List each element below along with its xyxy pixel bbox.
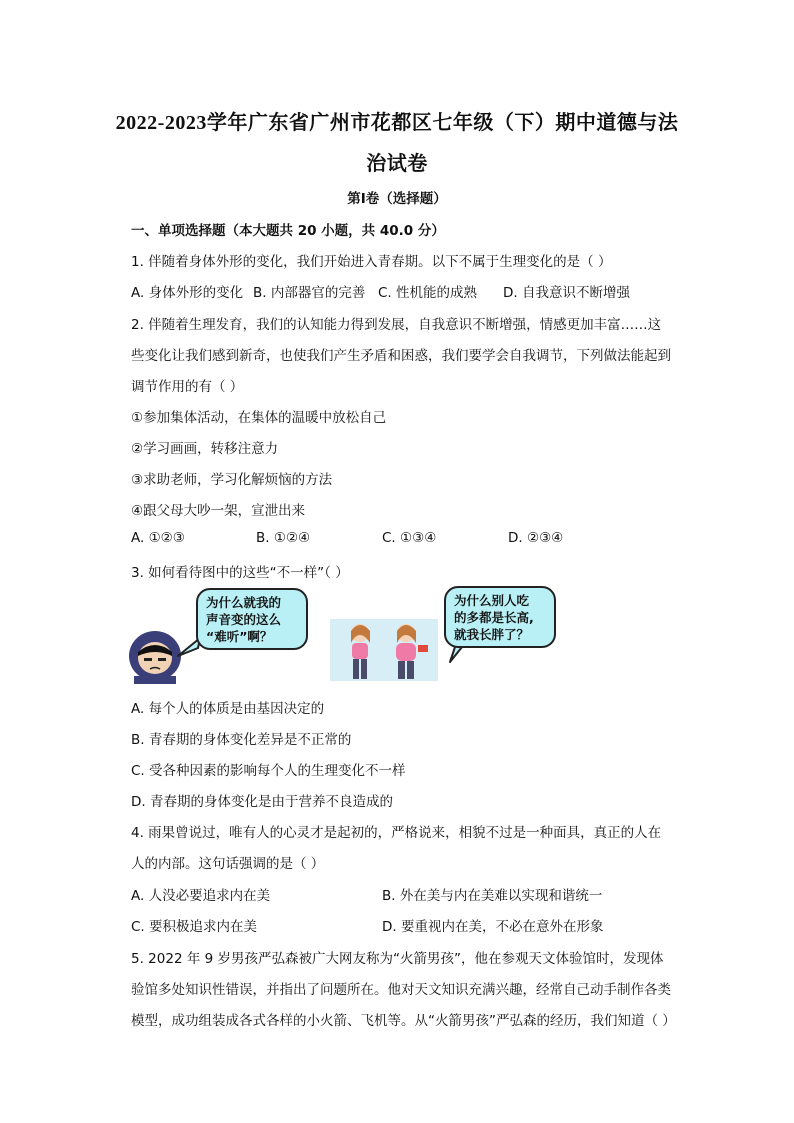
q4-option-d: D. 要重视内在美，不必在意外在形象	[382, 919, 604, 935]
q3-option-a: A. 每个人的体质是由基因决定的	[131, 701, 325, 717]
q2-item-1: ①参加集体活动，在集体的温暖中放松自己	[131, 410, 387, 426]
q2-option-a: A. ①②③	[131, 530, 185, 546]
q5-stem-line3: 模型，成功组装成各式各样的小火箭、飞机等。从“火箭男孩”严弘森的经历，我们知道（ ）	[131, 1013, 676, 1029]
q3-option-c: C. 受各种因素的影响每个人的生理变化不一样	[131, 763, 406, 779]
q2-option-b: B. ①②④	[256, 530, 311, 546]
section-title: 第I卷（选择题）	[347, 191, 447, 207]
q2-item-4: ④跟父母大吵一架，宣泄出来	[131, 503, 306, 519]
speech-bubble-right	[444, 586, 556, 648]
q4-option-b: B. 外在美与内在美难以实现和谐统一	[382, 888, 603, 904]
exam-title-line1: 2022-2023学年广东省广州市花都区七年级（下）期中道德与法	[115, 112, 679, 134]
q2-stem-line1: 2. 伴随着生理发育，我们的认知能力得到发展，自我意识不断增强，情感更加丰富……这	[131, 317, 662, 333]
q2-option-d: D. ②③④	[508, 530, 564, 546]
q4-option-c: C. 要积极追求内在美	[131, 919, 258, 935]
q5-stem-line1: 5. 2022 年 9 岁男孩严弘森被广大网友称为“火箭男孩”，他在参观天文体验馆时，发现体	[131, 951, 664, 967]
bubble-left-line1: 为什么就我的	[206, 595, 282, 610]
q1-option-d: D. 自我意识不断增强	[503, 285, 630, 301]
bubble-left-line3: “难听”啊？	[206, 629, 273, 644]
part-heading: 一、单项选择题（本大题共 20 小题，共 40.0 分）	[131, 223, 445, 239]
q4-option-a: A. 人没必要追求内在美	[131, 888, 271, 904]
q4-stem-line1: 4. 雨果曾说过，唯有人的心灵才是起初的，严格说来，相貌不过是一种面具，真正的人在	[131, 825, 662, 841]
q3-option-b: B. 青春期的身体变化差异是不正常的	[131, 732, 352, 748]
q4-stem-line2: 人的内部。这句话强调的是（ ）	[131, 856, 325, 872]
two-girls-illustration	[330, 619, 438, 681]
q2-option-c: C. ①③④	[382, 530, 437, 546]
bubble-right-line1: 为什么别人吃	[454, 593, 530, 608]
q1-option-a: A. 身体外形的变化	[131, 285, 244, 301]
q1-stem: 1. 伴随着身体外形的变化，我们开始进入青春期。以下不属于生理变化的是（ ）	[131, 254, 612, 270]
bubble-right-line2: 的多都是长高,	[454, 610, 534, 625]
q2-item-2: ②学习画画，转移注意力	[131, 441, 279, 457]
q3-option-d: D. 青春期的身体变化是由于营养不良造成的	[131, 794, 393, 810]
bubble-left-line2: 声音变的这么	[206, 612, 282, 627]
q1-option-b: B. 内部器官的完善	[253, 285, 366, 301]
q3-stem: 3. 如何看待图中的这些“不一样”（ ）	[131, 565, 349, 581]
speech-bubble-left	[196, 588, 308, 650]
bubble-right-line3: 就我长胖了？	[454, 627, 530, 642]
q2-stem-line3: 调节作用的有（ ）	[131, 379, 244, 395]
q1-option-c: C. 性机能的成熟	[378, 285, 478, 301]
q2-stem-line2: 些变化让我们感到新奇，也使我们产生矛盾和困惑，我们要学会自我调节，下列做法能起到	[131, 348, 671, 364]
q2-item-3: ③求助老师，学习化解烦恼的方法	[131, 472, 333, 488]
exam-title-line2: 治试卷	[366, 153, 428, 175]
q5-stem-line2: 验馆多处知识性错误，并指出了问题所在。他对天文知识充满兴趣，经常自己动手制作各类	[131, 982, 671, 998]
